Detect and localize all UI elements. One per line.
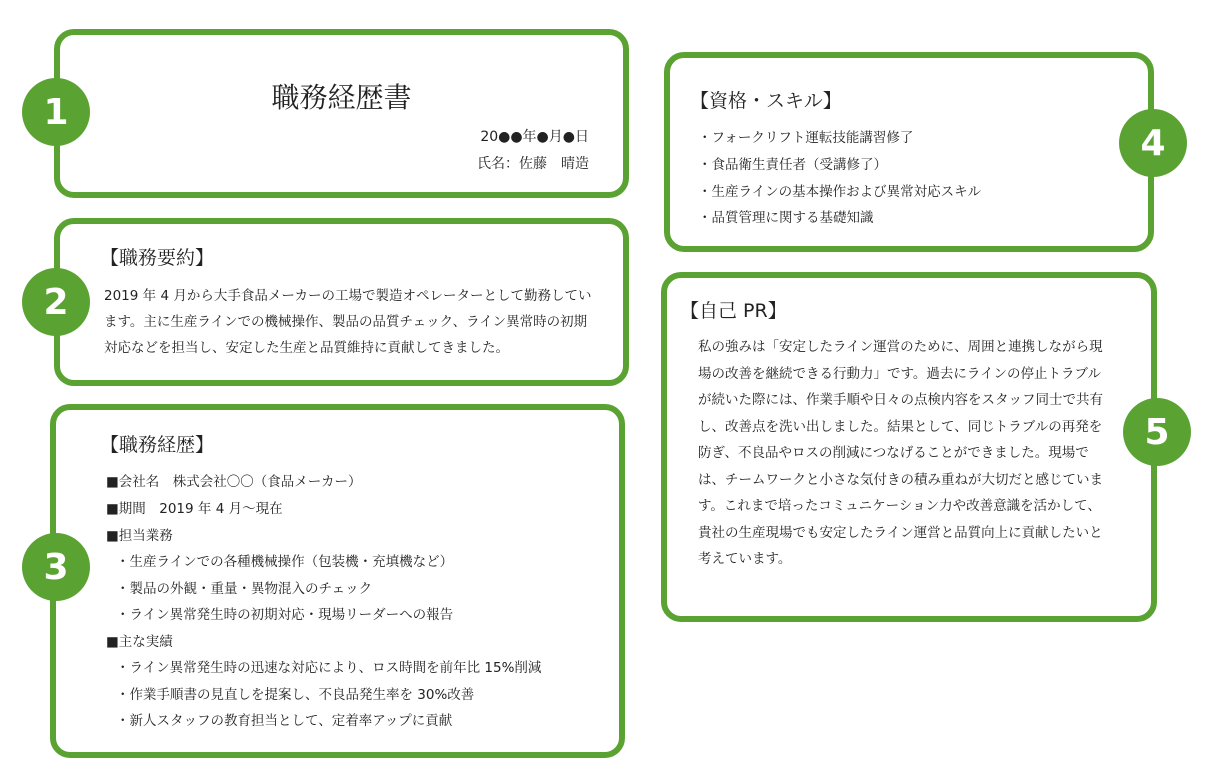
badge-4: 4: [1119, 109, 1187, 177]
document-title: 職務経歴書: [271, 81, 412, 114]
badge-3: 3: [22, 533, 90, 601]
summary-heading: 【職務要約】: [100, 247, 215, 269]
history-achievement-item: ・ライン異常発生時の迅速な対応により、ロス時間を前年比 15%削減: [116, 660, 542, 676]
applicant-name: 氏名：佐藤 晴造: [477, 156, 589, 172]
history-achievements-heading: ■主な実績: [106, 634, 173, 650]
history-company: ■会社名 株式会社〇〇（食品メーカー）: [106, 474, 362, 490]
skills-item: ・食品衛生責任者（受講修了）: [698, 157, 887, 173]
history-duty-item: ・ライン異常発生時の初期対応・現場リーダーへの報告: [116, 607, 454, 623]
history-achievement-item: ・新人スタッフの教育担当として、定着率アップに貢献: [116, 713, 453, 729]
history-duties-heading: ■担当業務: [106, 528, 173, 544]
history-achievement-item: ・作業手順書の見直しを提案し、不良品発生率を 30%改善: [116, 687, 475, 703]
pr-text: 私の強みは「安定したライン運営のために、周囲と連携しながら現場の改善を継続できる行動力」です。過去にラインの停止トラブルが続いた際には、作業手順や日々の点検内容をスタッフ同士で共有し、改善点を洗い出しました。結果として、同じトラブルの再発を防ぎ、不良品やロスの削減につなげることができました。現場では、チームワークと小さな気付きの積み重ねが大切だと感じています。これまで培ったコミュニケーション力や改善意識を活かして、貴社の生産現場でも安定したライン運営と品質向上に貢献したいと考えています。: [698, 339, 1103, 567]
history-duty-item: ・生産ラインでの各種機械操作（包装機・充填機など）: [116, 554, 454, 570]
pr-heading: 【自己 PR】: [680, 300, 787, 322]
skills-item: ・品質管理に関する基礎知識: [698, 210, 874, 226]
document-date: 20●●年●月●日: [480, 129, 589, 145]
badge-1: 1: [22, 78, 90, 146]
skills-heading: 【資格・スキル】: [690, 90, 842, 112]
skills-item: ・生産ラインの基本操作および異常対応スキル: [698, 184, 981, 200]
skills-item: ・フォークリフト運転技能講習修了: [698, 130, 914, 146]
badge-5: 5: [1123, 398, 1191, 466]
history-heading: 【職務経歴】: [100, 434, 215, 456]
history-duty-item: ・製品の外観・重量・異物混入のチェック: [116, 581, 373, 597]
history-period: ■期間 2019 年 4 月～現在: [106, 501, 283, 517]
badge-2: 2: [22, 268, 90, 336]
summary-text: 2019 年 4 月から大手食品メーカーの工場で製造オペレーターとして勤務しています。主に生産ラインでの機械操作、製品の品質チェック、ライン異常時の初期対応などを担当し、安定した生産と品質維持に貢献してきました。: [104, 288, 592, 356]
